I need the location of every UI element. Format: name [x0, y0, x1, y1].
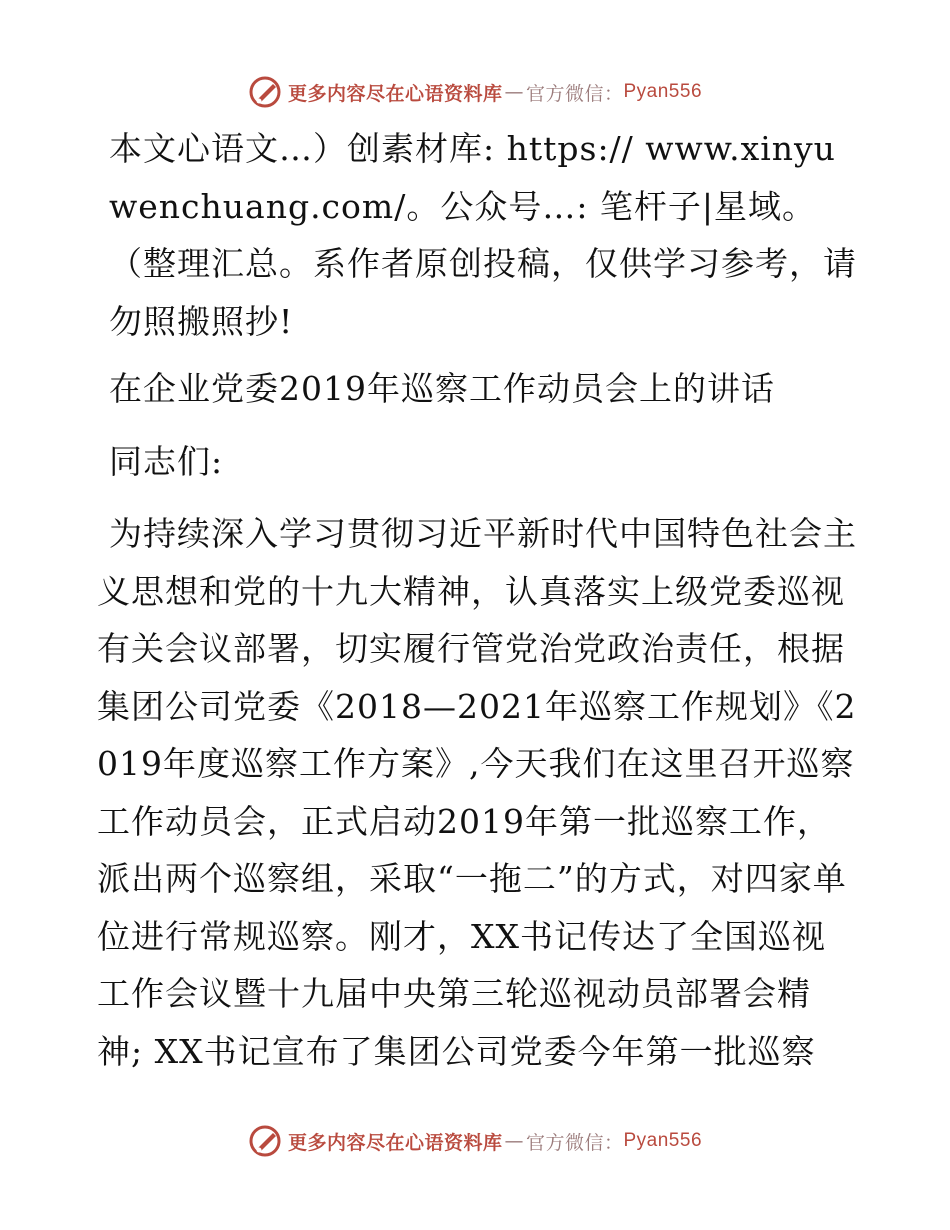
watermark-account: Pyan556: [623, 1130, 703, 1151]
watermark-dash: —: [504, 1130, 524, 1152]
speech-title: 在企业党委2019年巡察工作动员会上的讲话: [109, 369, 775, 408]
body-paragraph: 为持续深入学习贯彻习近平新时代中国特色社会主义思想和党的十九大精神，认真落实上级党委巡视有关会议部署，切实履行管党治党政治责任，根据集团公司党委《2018—2021年巡察工作规划》《2019年度巡察工作方案》,今天我们在这里召开巡察工作动员会，正式启动2019年第一批巡察工作，派出两个巡察组，采取“一拖二”的方式，对四家单位进行常规巡察。刚才，XX书记传达了全国巡视工作会议暨十九届中央第三轮巡视动员部署会精神; XX书记宣布了集团公司党委今年第一批巡察: [97, 514, 857, 1071]
watermark-account: Pyan556: [623, 81, 703, 102]
intro-paragraph: 本文心语文…）创素材库: https:// www.xinyuwenchuang.com/。公众号…: 笔杆子|星域。（整理汇总。系作者原创投稿，仅供学习参考，请勿照搬照抄!: [109, 129, 857, 341]
watermark-dash: —: [504, 81, 524, 103]
greeting: 同志们:: [109, 441, 224, 481]
brand-logo-icon: [248, 75, 282, 109]
watermark-brand: 更多内容尽在心语资料库: [287, 82, 503, 105]
footer-watermark: [0, 1121, 950, 1161]
brand-logo-icon: [248, 1124, 282, 1158]
watermark-brand: 更多内容尽在心语资料库: [287, 1131, 503, 1154]
document-body: [97, 120, 857, 1080]
watermark-official: 官方微信：: [525, 82, 624, 105]
watermark-official: 官方微信：: [525, 1131, 624, 1154]
header-watermark: [0, 72, 950, 112]
